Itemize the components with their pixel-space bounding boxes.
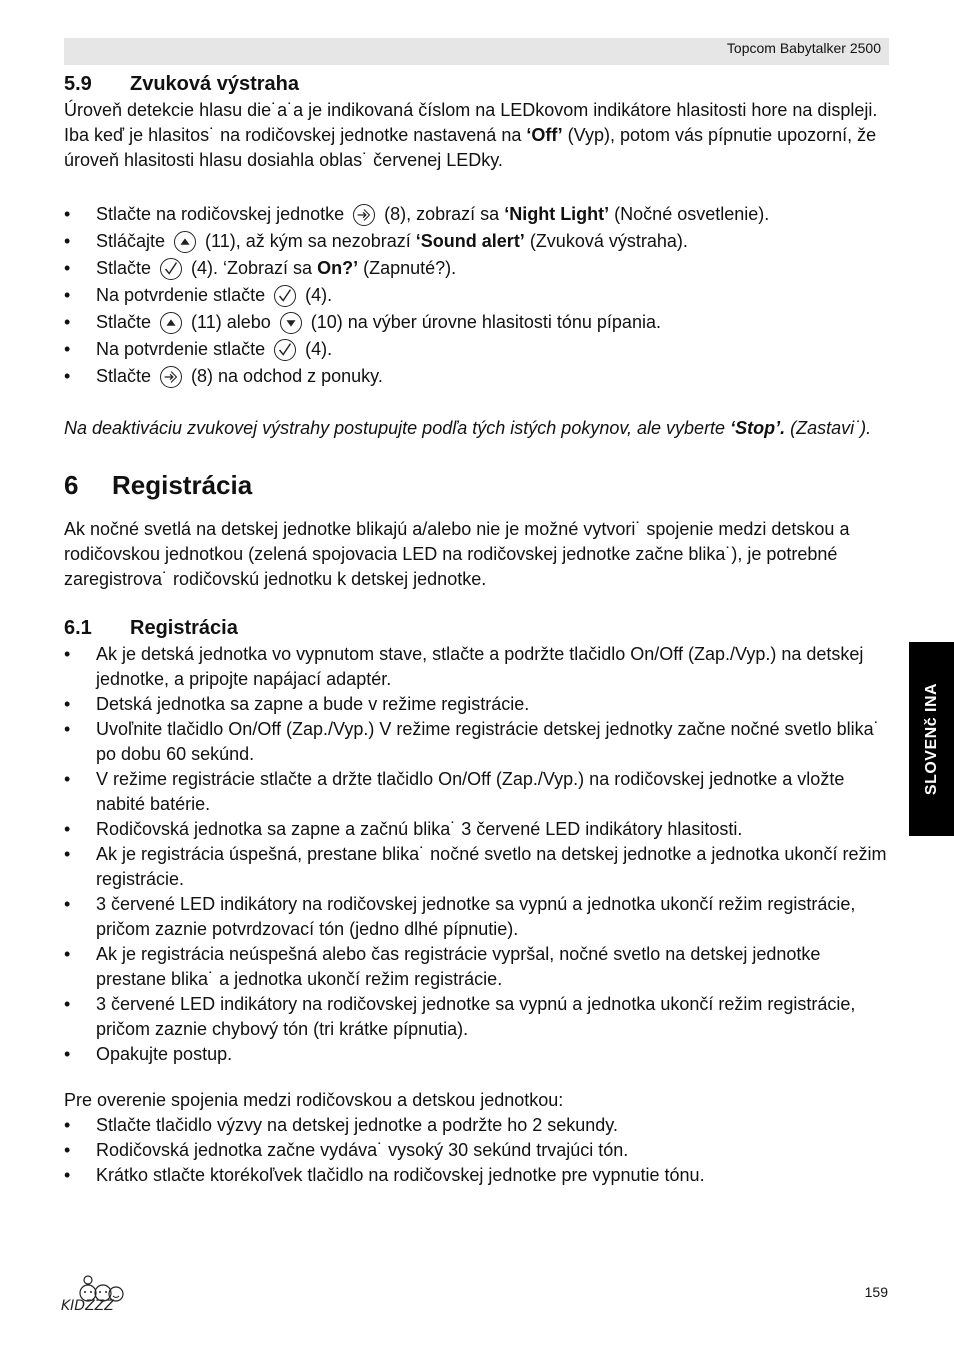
page-content [64,70,889,1188]
list-item: • Uvoľnite tlačidlo On/Off (Zap./Vyp.) V režime registrácie detskej jednotky začne nočné svetlo blika˙ po dobu 60 sekúnd. [64,717,889,767]
list-item: • Stláčajte (11), až kým sa nezobrazí ‘Sound alert’ (Zvuková výstraha). [64,228,889,255]
section-number: 6.1 [64,617,92,639]
language-side-tab [909,642,954,836]
list-item: • Opakujte postup. [64,1042,889,1067]
list-item: • Stlačte (8) na odchod z ponuky. [64,363,889,390]
paragraph: Úroveň detekcie hlasu die˙a˙a je indikovaná číslom na LEDkovom indikátore hlasitosti hore na displeji. [64,100,878,120]
note-paragraph: Na deaktiváciu zvukovej výstrahy postupujte podľa tých istých pokynov, ale vyberte ‘Stop’. (Zastavi˙). [64,418,872,438]
section-title: Zvuková výstraha [130,73,299,95]
down-arrow-icon [280,312,302,334]
section-6-1-heading [64,614,889,642]
list-item: • Ak je registrácia neúspešná alebo čas registrácie vypršal, nočné svetlo na detskej jednotke prestane blika˙ a jednotka ukončí režim registrácie. [64,942,889,992]
steps-list [64,201,889,390]
checkmark-icon [274,339,296,361]
list-item: • Detská jednotka sa zapne a bude v režime registrácie. [64,692,889,717]
list-item: • Na potvrdenie stlačte (4). [64,282,889,309]
registration-list [64,642,889,1067]
list-item: • Stlačte (4). ‘Zobrazí sa On?’ (Zapnuté?). [64,255,889,282]
header-bar [64,38,889,65]
menu-icon [160,366,182,388]
section-title: Registrácia [130,617,238,639]
paragraph: Iba keď je hlasitos˙ na rodičovskej jednotke nastavená na ‘Off’ (Vyp), potom vás pípnutie upozorní, že úroveň hlasitosti hlasu dosiahla oblas˙ červenej LEDky. [64,125,877,170]
list-item: • Rodičovská jednotka sa zapne a začnú blika˙ 3 červené LED indikátory hlasitosti. [64,817,889,842]
checkmark-icon [274,285,296,307]
menu-icon [353,204,375,226]
paragraph: Pre overenie spojenia medzi rodičovskou a detskou jednotkou: [64,1090,564,1110]
list-item: • Krátko stlačte ktorékoľvek tlačidlo na rodičovskej jednotke pre vypnutie tónu. [64,1163,889,1188]
list-item: • 3 červené LED indikátory na rodičovskej jednotke sa vypnú a jednotka ukončí režim registrácie, pričom zaznie chybový tón (tri krátke pípnutia). [64,992,889,1042]
kidzzz-logo [58,1272,132,1312]
list-item: • Stlačte (11) alebo (10) na výber úrovne hlasitosti tónu pípania. [64,309,889,336]
verify-list [64,1113,889,1188]
up-arrow-icon [174,231,196,253]
list-item: • Ak je registrácia úspešná, prestane blika˙ nočné svetlo na detskej jednotke a jednotka ukončí režim registrácie. [64,842,889,892]
page-number: 159 [864,1284,888,1300]
header-title: Topcom Babytalker 2500 [726,40,881,56]
section-number: 5.9 [64,73,92,95]
section-number: 6 [64,470,79,500]
checkmark-icon [160,258,182,280]
list-item: • V režime registrácie stlačte a držte tlačidlo On/Off (Zap./Vyp.) na rodičovskej jednotke a vložte nabité batérie. [64,767,889,817]
up-arrow-icon [160,312,182,334]
section-6-heading [64,467,889,503]
language-label: SLOVENč INA [922,682,940,796]
section-5-9-heading [64,70,889,98]
list-item: • 3 červené LED indikátory na rodičovskej jednotke sa vypnú a jednotka ukončí režim registrácie, pričom zaznie potvrdzovací tón (jedno dlhé pípnutie). [64,892,889,942]
svg-text:KIDZZZ: KIDZZZ [61,1298,114,1312]
list-item: • Stlačte tlačidlo výzvy na detskej jednotke a podržte ho 2 sekundy. [64,1113,889,1138]
list-item: • Rodičovská jednotka začne vydáva˙ vysoký 30 sekúnd trvajúci tón. [64,1138,889,1163]
section-title: Registrácia [112,470,253,500]
list-item: • Na potvrdenie stlačte (4). [64,336,889,363]
paragraph: Ak nočné svetlá na detskej jednotke blikajú a/alebo nie je možné vytvori˙ spojenie medzi detskou a rodičovskou jednotkou (zelená spojovacia LED na rodičovskej jednotke začne blika˙), je potrebné zaregistrova˙ rodičovskú jednotku k detskej jednotke. [64,519,850,589]
list-item: • Stlačte na rodičovskej jednotke (8), zobrazí sa ‘Night Light’ (Nočné osvetlenie). [64,201,889,228]
list-item: • Ak je detská jednotka vo vypnutom stave, stlačte a podržte tlačidlo On/Off (Zap./Vyp.) na detskej jednotke, a pripojte napájací adaptér. [64,642,889,692]
